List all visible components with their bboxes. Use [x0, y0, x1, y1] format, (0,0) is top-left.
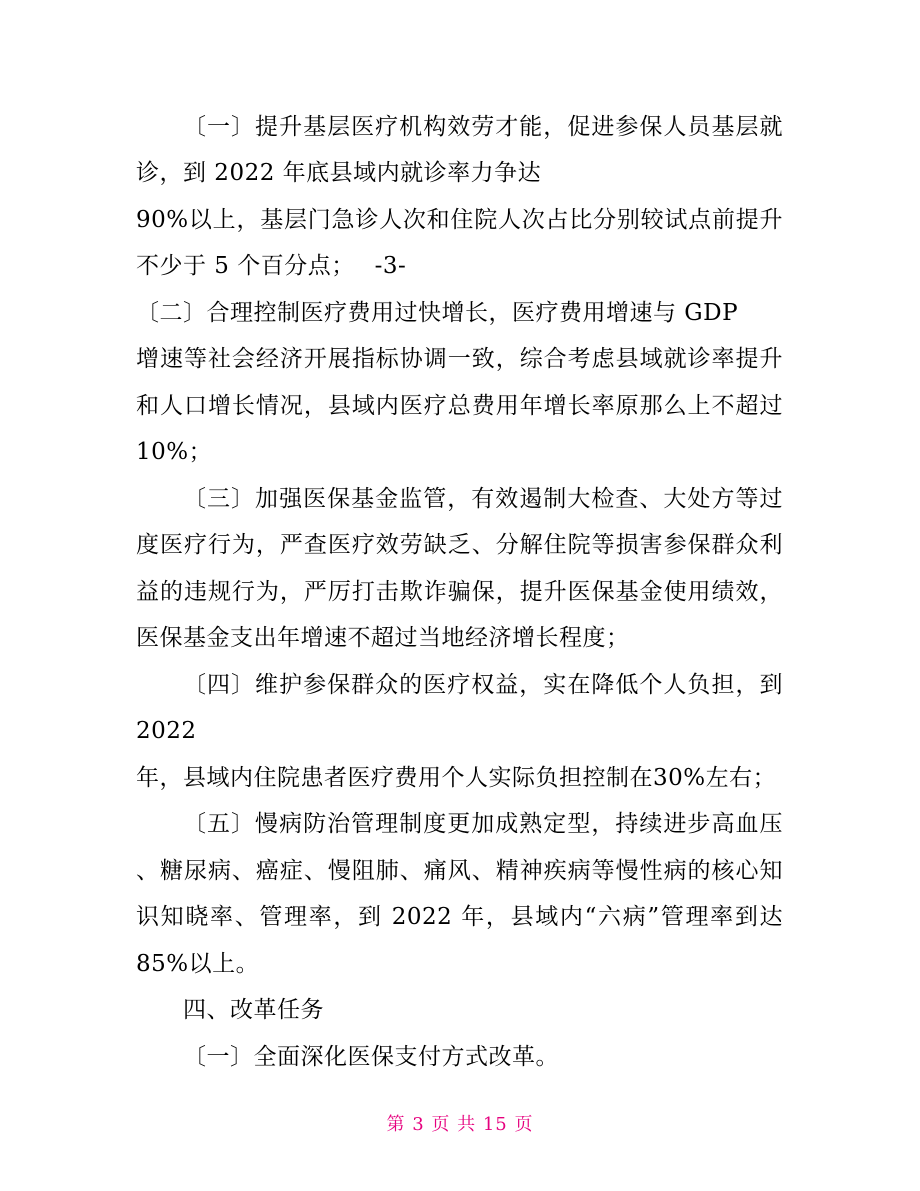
page-number-footer: 第 3 页 共 15 页 [386, 1114, 534, 1135]
paragraph-line: 〔一〕提升基层医疗机构效劳才能，促进参保人员基层就 [183, 114, 783, 140]
paragraph-line: 和人口增长情况，县域内医疗总费用年增长率原那么上不超过 [136, 393, 783, 419]
paragraph-line: 度医疗行为，严查医疗效劳缺乏、分解住院等损害参保群众利 [136, 532, 783, 558]
paragraph-line: 90%以上，基层门急诊人次和住院人次占比分别较试点前提升 [136, 207, 783, 233]
paragraph-line: 诊，到 2022 年底县域内就诊率力争达 [136, 160, 542, 186]
paragraph-line: 不少于 5 个百分点； -3- [136, 253, 407, 279]
paragraph-line: 〔一〕全面深化医保支付方式改革。 [183, 1044, 559, 1070]
paragraph-line: 〔四〕维护参保群众的医疗权益，实在降低个人负担，到 [183, 672, 783, 698]
paragraph-line: 增速等社会经济开展指标协调一致，综合考虑县域就诊率提升 [136, 346, 783, 372]
paragraph-line: 识知晓率、管理率，到 2022 年，县域内“六病”管理率到达 [136, 904, 783, 930]
paragraph-line: 〔二〕合理控制医疗费用过快增长，医疗费用增速与 GDP [136, 300, 739, 326]
paragraph-line: 10%； [136, 439, 213, 465]
section-heading: 四、改革任务 [183, 997, 324, 1023]
paragraph-line: 2022 [136, 718, 197, 744]
paragraph-line: 、糖尿病、癌症、慢阻肺、痛风、精神疾病等慢性病的核心知 [136, 858, 783, 884]
paragraph-line: 益的违规行为，严厉打击欺诈骗保，提升医保基金使用绩效， [136, 579, 783, 605]
paragraph-line: 年，县域内住院患者医疗费用个人实际负担控制在30%左右； [136, 765, 777, 791]
paragraph-line: 85%以上。 [136, 951, 260, 977]
paragraph-line: 〔三〕加强医保基金监管，有效遏制大检查、大处方等过 [183, 486, 783, 512]
paragraph-line: 医保基金支出年增速不超过当地经济增长程度； [136, 625, 630, 651]
paragraph-line: 〔五〕慢病防治管理制度更加成熟定型，持续进步高血压 [183, 811, 783, 837]
